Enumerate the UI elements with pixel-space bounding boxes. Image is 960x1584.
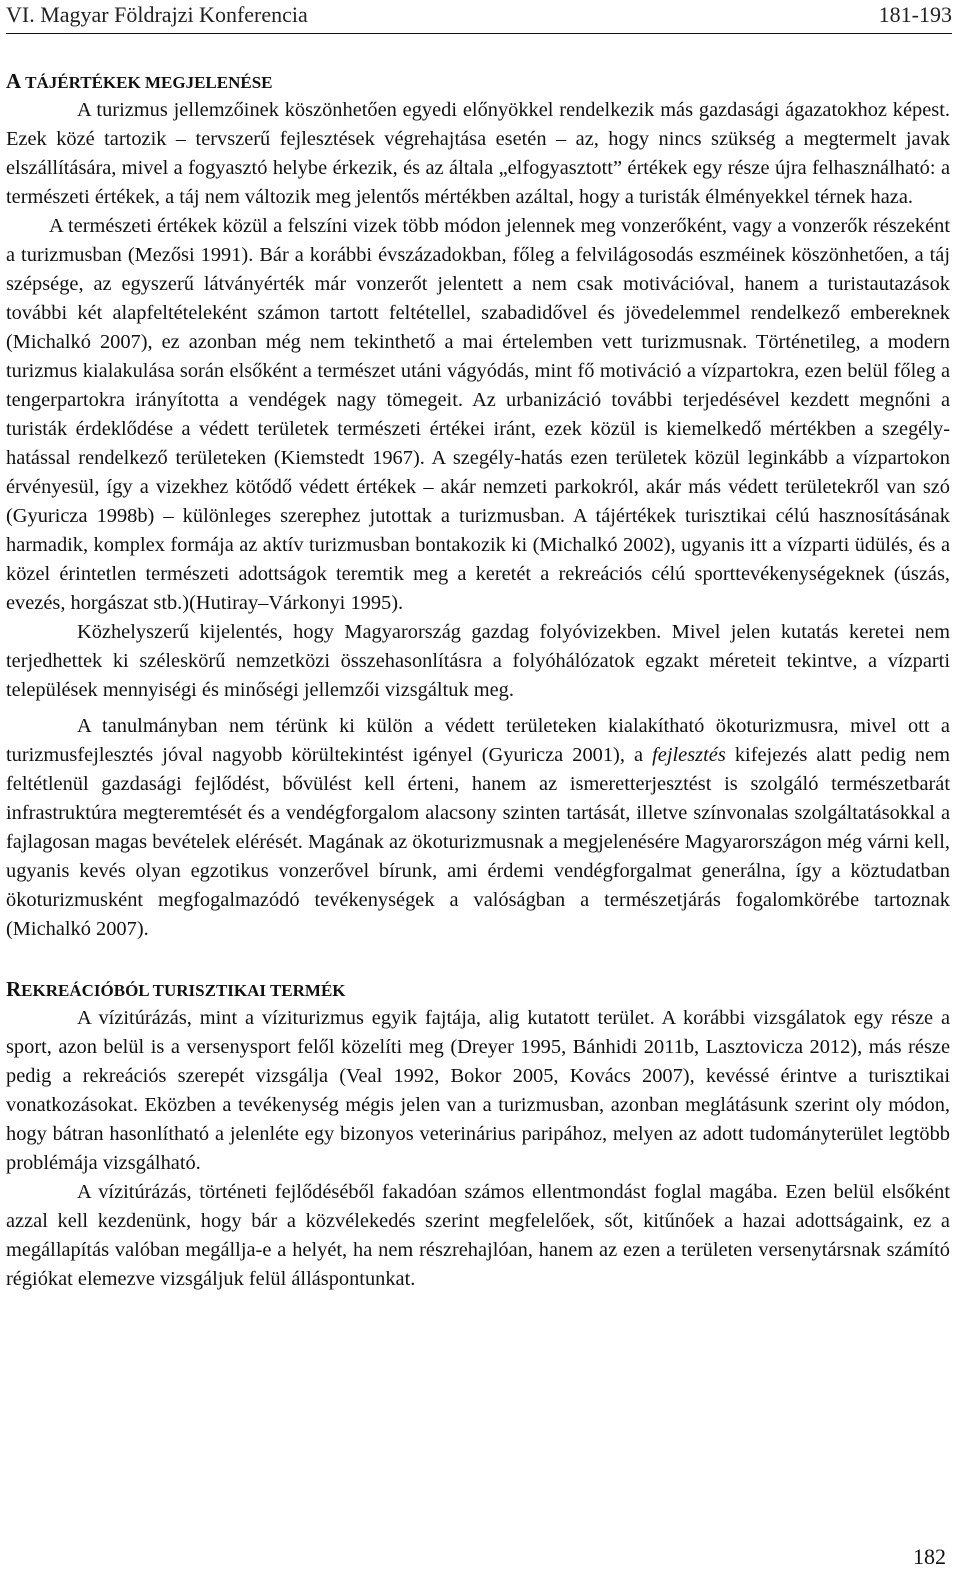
page-range: 181-193 xyxy=(878,2,952,27)
page-header xyxy=(6,2,952,32)
conference-title: VI. Magyar Földrajzi Konferencia xyxy=(6,2,308,27)
header-rule xyxy=(6,33,952,34)
paragraph: A vízitúrázás, mint a víziturizmus egyik fajtája, alig kutatott terület. A korábbi vizsgálatok egy része a sport, azon belül is a versenysport felől közelíti meg (Dreyer 1995, Bánhidi 2011b, Lasztovicza 2012), más része pedig a rekreációs szerepét vizsgálja (Veal 1992, Bokor 2005, Kovács 2007), kevéssé érintve a turisztikai vonatkozásokat. Eközben a tevékenység mégis jelen van a turizmusban, azonban meglátásunk szerint oly módon, hogy bátran hasonlítható a jelenléte egy bizonyos veterinárius paripához, melyen az adott tudományterület legtöbb problémája vizsgálható. xyxy=(6,1007,950,1174)
heading-rest: EKREÁCIÓBÓL TURISZTIKAI TERMÉK xyxy=(21,981,346,1000)
section-heading-rekreacio xyxy=(6,974,950,1004)
paragraph-text: kifejezés alatt pedig nem feltétlenül gazdasági fejlődést, bővülést kell érteni, hanem az ismeretterjesztést is szolgáló természetbarát infrastruktúra megteremtését és a vendégforgalom alacsony szinten tartását, illetve színvonalas szolgáltatásokkal a fajlagosan magas bevételek elérését. Magának az ökoturizmusnak a megjelenésére Magyarországon még várni kell, ugyanis kevés olyan egzotikus vonzerővel bírunk, ami érdemi vendégforgalmat generálna, így a köztudatban ökoturizmusként megfogalmazódó tevékenységek a valóságban a természetjárás fogalomkörébe tartoznak (Michalkó 2007). xyxy=(6,744,950,940)
heading-initial: A xyxy=(6,69,22,93)
paragraph: Közhelyszerű kijelentés, hogy Magyarország gazdag folyóvizekben. Mivel jelen kutatás keretei nem terjedhettek ki széleskörű nemzetközi összehasonlításra a folyóhálózatok egzakt méreteit tekintve, a vízparti települések mennyiségi és minőségi jellemzői vizsgáltuk meg. xyxy=(6,621,950,701)
emphasized-term: fejlesztés xyxy=(652,744,726,766)
page-number: 182 xyxy=(913,1544,946,1569)
paragraph: A vízitúrázás, történeti fejlődéséből fakadóan számos ellentmondást foglal magába. Ezen belül elsőként azzal kell kezdenünk, hogy bár a közvélekedés szerint megfelelőek, sőt, kitűnőek a hazai adottságaink, ez a megállapítás valóban megállja-e a helyét, ha nem részrehajlóan, hanem az ezen a területen versenytársnak számító régiókat elemezve vizsgáljuk felül álláspontunkat. xyxy=(6,1181,950,1290)
section-heading-tajertekek xyxy=(6,66,950,96)
heading-initial: R xyxy=(6,977,22,1001)
heading-rest: TÁJÉRTÉKEK MEGJELENÉSE xyxy=(21,73,273,92)
article-body xyxy=(6,66,950,1294)
section-spacer xyxy=(6,944,950,974)
paragraph-text: A tanulmányban nem térünk ki külön a védett területeken kialakítható ökoturizmusra, mivel ott a turizmusfejlesztés jóval nagyobb körültekintést igényel (Gyuricza 2001), a xyxy=(6,715,950,766)
paragraph xyxy=(6,712,950,944)
paragraph: A természeti értékek közül a felszíni vizek több módon jelennek meg vonzerőként, vagy a vonzerők részeként a turizmusban (Mezősi 1991). Bár a korábbi évszázadokban, főleg a felvilágosodás eszméinek köszönhetően, a táj szépsége, az egyszerű látványérték már vonzerőt jelentett a nem csak motivációval, hanem a turistautazások további két alapfeltételeként számon tartott feltétellel, szabadidővel és jövedelemmel rendelkező embereknek (Michalkó 2007), ez azonban még nem tekinthető a mai értelemben vett turizmusnak. Történetileg, a modern turizmus kialakulása során elsőként a természet utáni vágyódás, mint fő motiváció a vízpartokra, ezen belül főleg a tengerpartokra irányította a vendégek nagy tömegeit. Az urbanizáció további terjedésével kezdett megnőni a turisták érdeklődése a védett területek természeti értékei iránt, ezek közül is kiemelkedő mértékben a szegély-hatással rendelkező területeken (Kiemstedt 1967). A szegély-hatás ezen területek közül leginkább a vízpartokon érvényesül, így a vizekhez kötődő védett értékek – akár nemzeti parkokról, akár más védett területekről van szó (Gyuricza 1998b) – különleges szerephez jutottak a turizmusban. A tájértékek turisztikai célú hasznosításának harmadik, komplex formája az aktív turizmusban bontakozik ki (Michalkó 2002), ugyanis itt a vízparti üdülés, és a közel érintetlen természeti adottságok teremtik meg a keretét a rekreációs célú sporttevékenységeknek (úszás, evezés, horgászat stb.)(Hutiray–Várkonyi 1995). xyxy=(6,215,950,614)
paragraph: A turizmus jellemzőinek köszönhetően egyedi előnyökkel rendelkezik más gazdasági ágazatokhoz képest. Ezek közé tartozik – tervszerű fejlesztések végrehajtása esetén – az, hogy nincs szükség a megtermelt javak elszállítására, mivel a fogyasztó helybe érkezik, és az általa „elfogyasztott” értékek egy része újra felhasználható: a természeti értékek, a táj nem változik meg jelentős mértékben azáltal, hogy a turisták élményekkel térnek haza. xyxy=(6,99,950,208)
